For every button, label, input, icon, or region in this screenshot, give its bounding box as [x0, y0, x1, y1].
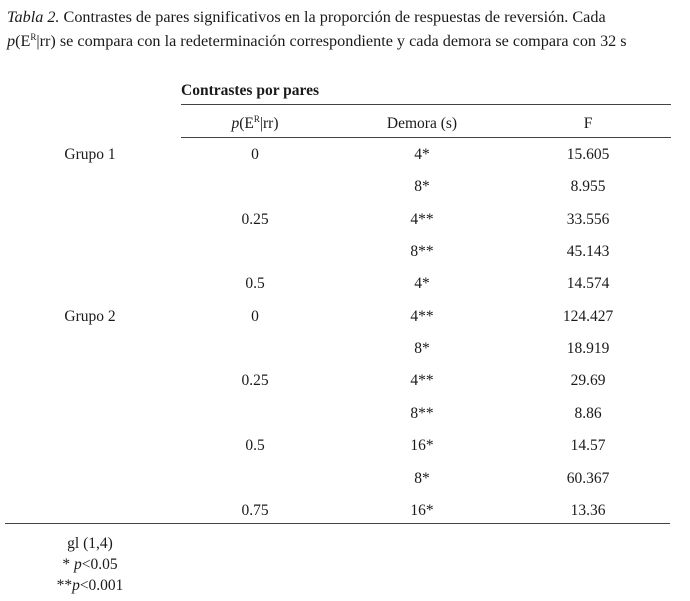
row-demora: 8* — [414, 178, 430, 195]
row-f-value: 60.367 — [566, 470, 610, 487]
group-header: Contrastes por pares — [181, 82, 320, 99]
header-top-rule — [181, 104, 671, 105]
row-f-value: 13.36 — [570, 502, 606, 519]
caption-p-symbol: p — [7, 32, 16, 50]
footnote-sig-2-p: p — [72, 577, 80, 594]
row-demora: 8* — [414, 340, 430, 357]
table-caption — [7, 5, 687, 53]
caption-text-1: Contrastes de pares significativos en la proporción de respuestas de reversión. Cada — [59, 8, 606, 26]
row-demora: 16* — [410, 437, 434, 454]
row-p-value: 0.25 — [241, 372, 269, 389]
table-bottom-rule — [5, 523, 670, 524]
row-group-label: Grupo 1 — [64, 146, 116, 163]
row-demora: 16* — [410, 502, 434, 519]
row-demora: 4* — [414, 146, 430, 163]
caption-e-open: (E — [15, 32, 31, 50]
column-header-p — [205, 114, 305, 134]
row-p-value: 0.5 — [245, 275, 265, 292]
row-demora: 8* — [414, 470, 430, 487]
row-demora: 4** — [410, 211, 434, 228]
footnote-sig-2-value: <0.001 — [79, 577, 124, 594]
row-f-value: 8.86 — [574, 405, 602, 422]
column-header-p-close: |rr) — [259, 115, 279, 132]
row-f-value: 45.143 — [566, 243, 610, 260]
caption-line-1 — [7, 5, 687, 29]
caption-superscript: R — [30, 32, 37, 42]
row-group-label: Grupo 2 — [64, 308, 116, 325]
footnote-sig-1-mark: * — [62, 556, 74, 573]
footnote-sig-1-p: p — [74, 556, 82, 573]
footnote-sig-2 — [30, 576, 150, 596]
row-f-value: 29.69 — [570, 372, 606, 389]
column-header-p-sup: R — [253, 114, 260, 124]
row-demora: 4* — [414, 275, 430, 292]
row-demora: 4** — [410, 308, 434, 325]
row-f-value: 14.57 — [570, 437, 606, 454]
row-f-value: 14.574 — [566, 275, 610, 292]
row-f-value: 8.955 — [570, 178, 606, 195]
row-f-value: 15.605 — [566, 146, 610, 163]
row-f-value: 124.427 — [562, 308, 614, 325]
column-header-f: F — [583, 115, 593, 132]
row-f-value: 18.919 — [566, 340, 610, 357]
footnote-sig-1-value: <0.05 — [81, 556, 118, 573]
footnote-sig-1 — [30, 555, 150, 575]
caption-label: Tabla 2. — [7, 8, 60, 26]
column-header-p-symbol: p — [231, 115, 240, 132]
caption-line-2 — [7, 29, 687, 53]
row-p-value: 0.75 — [241, 502, 269, 519]
footnote-gl: gl (1,4) — [67, 535, 113, 552]
column-header-demora: Demora (s) — [386, 115, 458, 132]
row-demora: 4** — [410, 372, 434, 389]
header-bottom-rule — [181, 137, 671, 138]
row-p-value: 0 — [251, 146, 259, 163]
row-f-value: 33.556 — [566, 211, 610, 228]
column-header-p-open: (E — [239, 115, 254, 132]
caption-text-2: |rr) se compara con la redeterminación correspondiente y cada demora se compara con 32 s — [36, 32, 627, 50]
row-p-value: 0.5 — [245, 437, 265, 454]
row-p-value: 0.25 — [241, 211, 269, 228]
row-demora: 8** — [410, 243, 434, 260]
row-p-value: 0 — [251, 308, 259, 325]
footnote-sig-2-mark: ** — [56, 577, 73, 594]
row-demora: 8** — [410, 405, 434, 422]
